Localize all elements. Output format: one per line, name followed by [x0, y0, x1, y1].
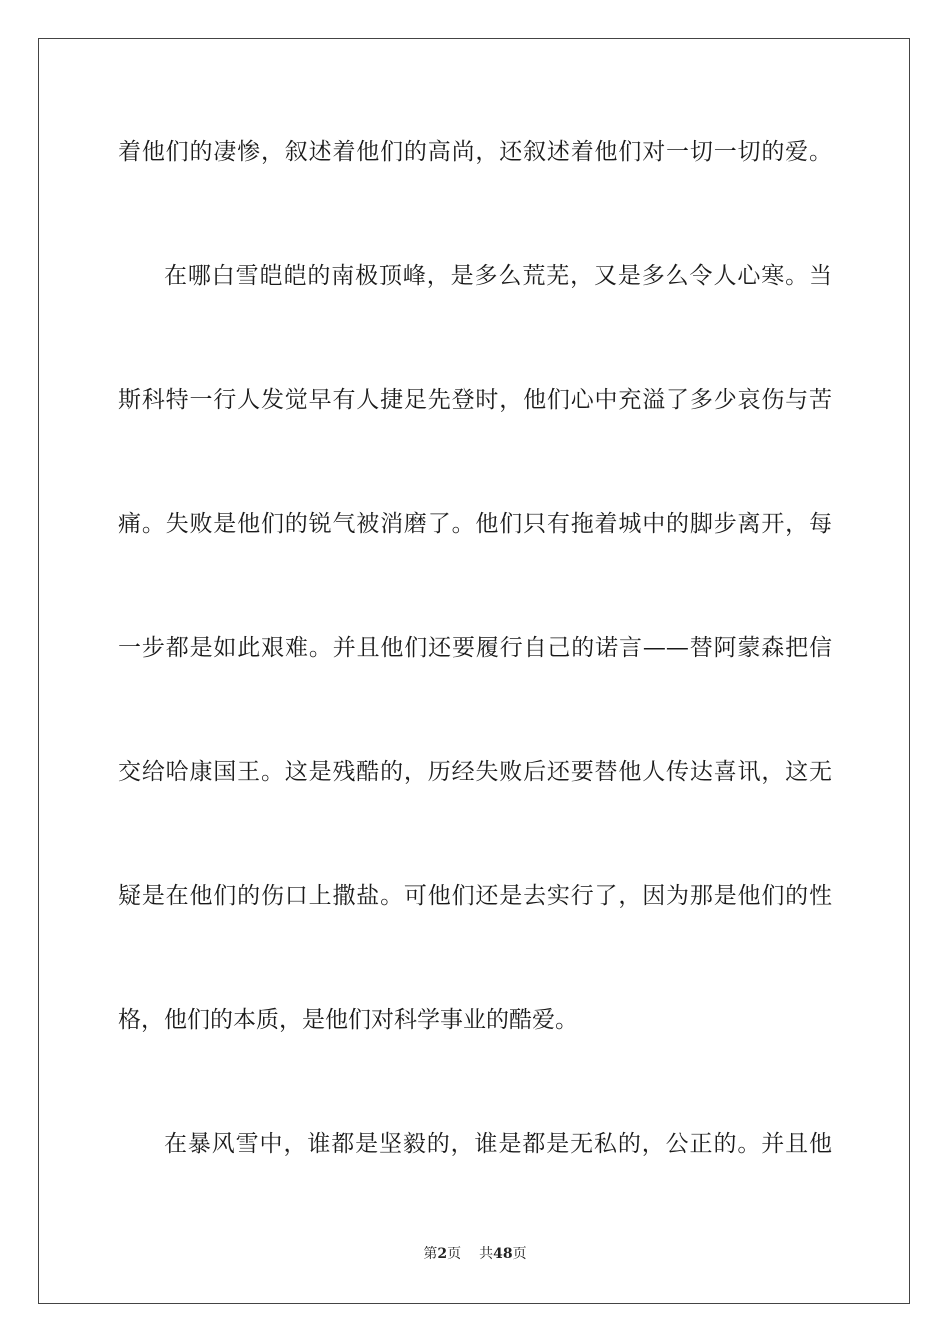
page-prefix: 第	[423, 1246, 438, 1262]
text-line-3: 斯科特一行人发觉早有人捷足先登时，他们心中充溢了多少哀伤与苦	[118, 387, 832, 413]
text-line-6: 交给哈康国王。这是残酷的，历经失败后还要替他人传达喜讯，这无	[118, 759, 832, 785]
text-line-4: 痛。失败是他们的锐气被消磨了。他们只有拖着城中的脚步离开，每	[118, 511, 832, 537]
text-line-8: 格，他们的本质，是他们对科学事业的酷爱。	[118, 1007, 578, 1033]
page-footer	[0, 1245, 950, 1263]
total-prefix: 共	[479, 1246, 494, 1262]
text-line-2: 在哪白雪皑皑的南极顶峰，是多么荒芜，又是多么令人心寒。当	[164, 263, 832, 289]
total-suffix: 页	[512, 1246, 527, 1262]
total-pages: 48	[493, 1246, 513, 1262]
text-line-9: 在暴风雪中，谁都是坚毅的，谁是都是无私的，公正的。并且他	[164, 1131, 832, 1157]
text-line-1: 着他们的凄惨，叙述着他们的高尚，还叙述着他们对一切一切的爱。	[118, 139, 832, 165]
page-number: 2	[437, 1246, 448, 1262]
page-border	[38, 38, 910, 1304]
page-suffix: 页	[447, 1246, 462, 1262]
text-line-5: 一步都是如此艰难。并且他们还要履行自己的诺言——替阿蒙森把信	[118, 635, 832, 661]
text-line-7: 疑是在他们的伤口上撒盐。可他们还是去实行了，因为那是他们的性	[118, 883, 832, 909]
